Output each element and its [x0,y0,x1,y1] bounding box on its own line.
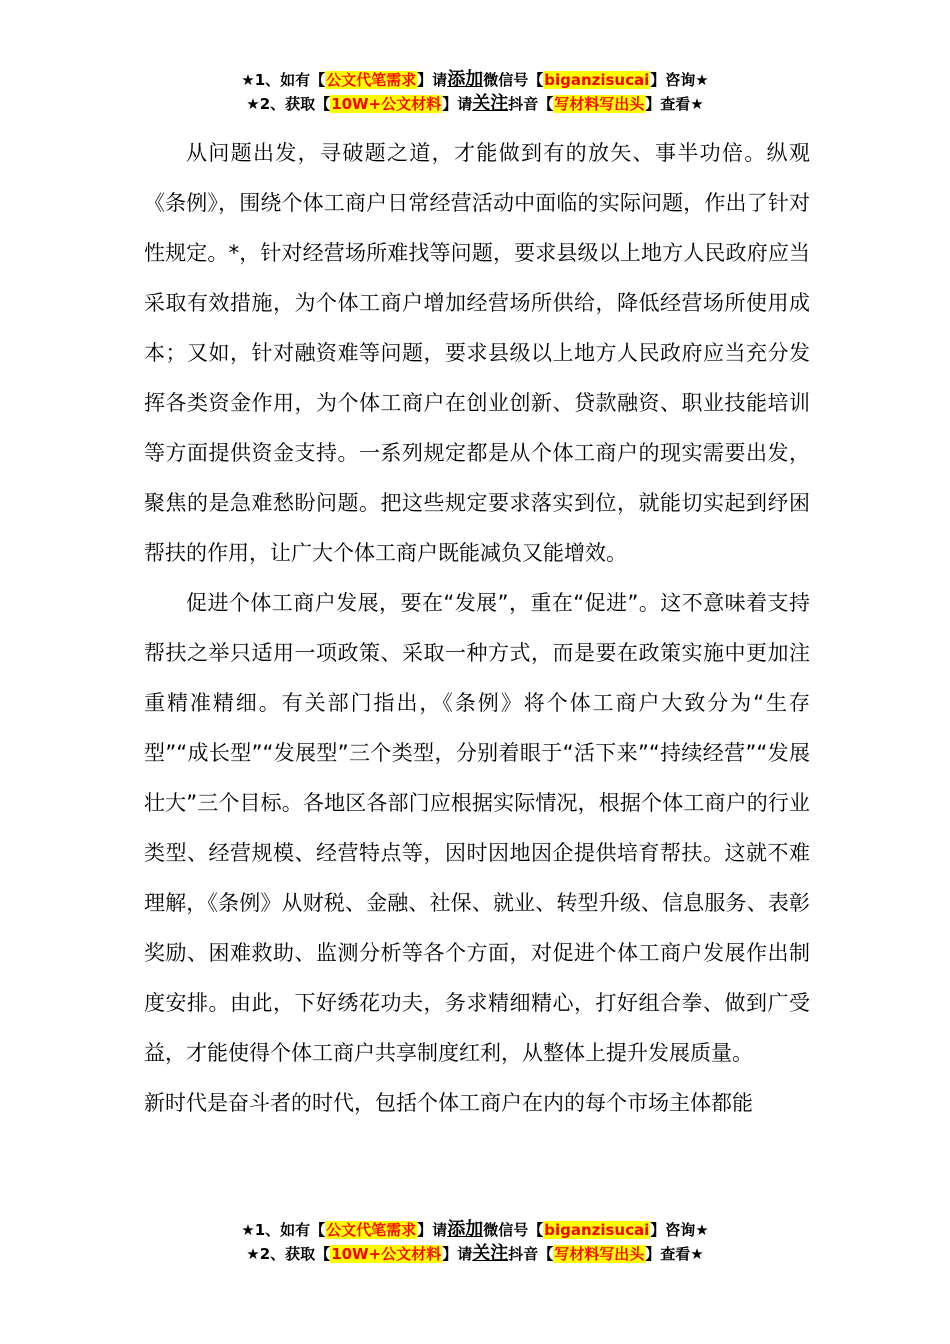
banner-line-2 [0,1242,950,1266]
banner-text: 】查看★ [645,1245,704,1263]
banner-underlined: 添加 [447,69,484,90]
banner-text: 抖音【 [508,95,554,113]
banner-text: ★2、获取【 [246,95,331,113]
banner-highlight: biganzisucai [544,1221,650,1239]
banner-text: 】请 [417,71,448,89]
footer-banner [0,1218,950,1266]
banner-highlight: 写材料写出头 [554,95,645,113]
paragraph-1: 从问题出发，寻破题之道，才能做到有的放矢、事半功倍。纵观《条例》，围绕个体工商户日常经营活动中面临的实际问题，作出了针对性规定。*，针对经营场所难找等问题，要求县级以上地方人民政府应当采取有效措施，为个体工商户增加经营场所供给，降低经营场所使用成本；又如，针对融资难等问题，要求县级以上地方人民政府应当充分发挥各类资金作用，为个体工商户在创业创新、贷款融资、职业技能培训等方面提供资金支持。一系列规定都是从个体工商户的现实需要出发，聚焦的是急难愁盼问题。把这些规定要求落实到位，就能切实起到纾困帮扶的作用，让广大个体工商户既能减负又能增效。 [144,141,810,565]
header-banner [0,68,950,116]
banner-highlight: 公文代笔需求 [326,1221,417,1239]
banner-text: 】请 [442,95,473,113]
banner-text: ★1、如有【 [241,71,326,89]
banner-text: 】查看★ [645,95,704,113]
banner-text: 微信号【 [483,1221,544,1239]
banner-text: ★1、如有【 [241,1221,326,1239]
banner-text: 】请 [417,1221,448,1239]
banner-highlight: 写材料写出头 [554,1245,645,1263]
banner-underlined: 添加 [447,1219,484,1240]
banner-highlight: 10W+公文材料 [331,1245,442,1263]
banner-line-2 [0,92,950,116]
banner-line-1 [0,68,950,92]
banner-underlined: 关注 [472,1243,509,1264]
banner-text: 】请 [442,1245,473,1263]
banner-highlight: biganzisucai [544,71,650,89]
paragraph-2: 促进个体工商户发展，要在“发展”，重在“促进”。这不意味着支持帮扶之举只适用一项政策、采取一种方式，而是要在政策实施中更加注重精准精细。有关部门指出，《条例》将个体工商户大致分为“生存型”“成长型”“发展型”三个类型，分别着眼于“活下来”“持续经营”“发展壮大”三个目标。各地区各部门应根据实际情况，根据个体工商户的行业类型、经营规模、经营特点等，因时因地因企提供培育帮扶。这就不难理解，《条例》从财税、金融、社保、就业、转型升级、信息服务、表彰奖励、困难救助、监测分析等各个方面，对促进个体工商户发展作出制度安排。由此，下好绣花功夫，务求精细精心，打好组合拳、做到广受益，才能使得个体工商户共享制度红利，从整体上提升发展质量。 [144,591,810,1065]
banner-highlight: 公文代笔需求 [326,71,417,89]
banner-text: 】咨询★ [650,71,709,89]
banner-text: 微信号【 [483,71,544,89]
banner-highlight: 10W+公文材料 [331,95,442,113]
paragraph-3: 新时代是奋斗者的时代，包括个体工商户在内的每个市场主体都能 [144,1091,753,1115]
banner-line-1 [0,1218,950,1242]
banner-text: 】咨询★ [650,1221,709,1239]
document-body [144,128,810,1128]
banner-text: ★2、获取【 [246,1245,331,1263]
banner-text: 抖音【 [508,1245,554,1263]
banner-underlined: 关注 [472,93,509,114]
